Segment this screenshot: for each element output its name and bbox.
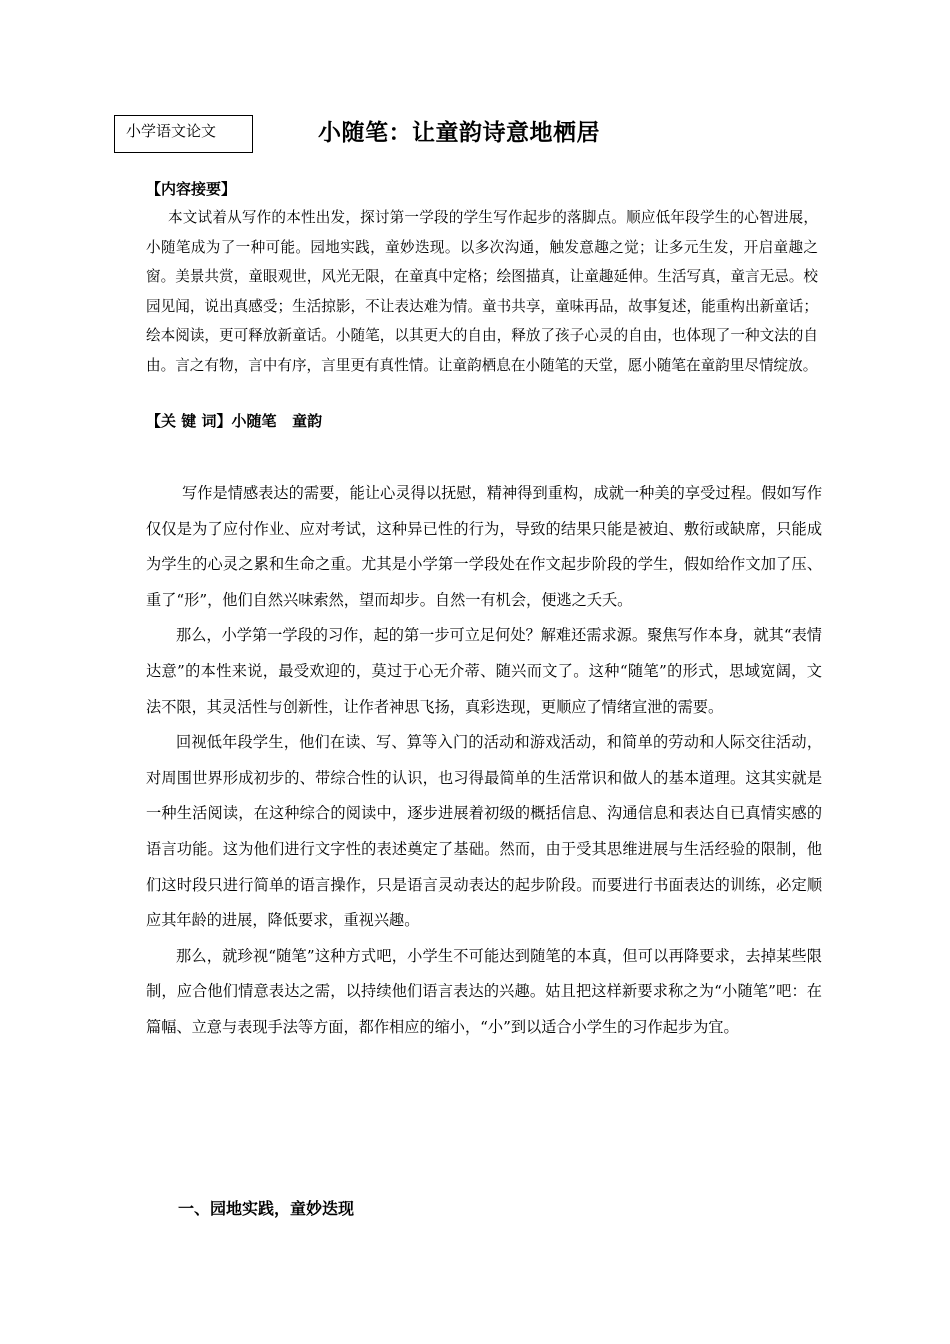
category-label: 小学语文论文 <box>126 122 217 140</box>
body-paragraph: 写作是情感表达的需要，能让心灵得以抚慰，精神得到重构，成就一种美的享受过程。假如写作仅仅是为了应付作业、应对考试，这种异已性的行为，导致的结果只能是被迫、敷衍或缺席，只能成为学生的心灵之累和生命之重。尤其是小学第一学段处在作文起步阶段的学生，假如给作文加了压、重了“形”，他们自然兴味索然，望而却步。自然一有机会，便逃之夭夭。 <box>146 484 822 609</box>
body-paragraph: 那么，就珍视“随笔”这种方式吧，小学生不可能达到随笔的本真，但可以再降要求，去掉某些限制，应合他们情意表达之需，以持续他们语言表达的兴趣。姑且把这样新要求称之为“小随笔”吧：在篇幅、立意与表现手法等方面，都作相应的缩小，“小”到以适合小学生的习作起步为宜。 <box>146 946 822 1036</box>
keywords-line: 【关 键 词】小随笔 童韵 <box>146 412 323 430</box>
section-heading: 一、园地实践，童妙迭现 <box>178 1199 355 1218</box>
body-paragraph: 那么，小学第一学段的习作，起的第一步可立足何处？解难还需求源。聚焦写作本身，就其“表情达意”的本性来说，最受欢迎的，莫过于心无介蒂、随兴而文了。这种“随笔”的形式，思域宽阔，文法不限，其灵活性与创新性，让作者神思飞扬，真彩迭现，更顺应了情绪宣泄的需要。 <box>146 626 822 716</box>
body-text <box>146 476 822 1046</box>
category-label-box <box>114 115 253 153</box>
page-title: 小随笔：让童韵诗意地栖居 <box>318 120 600 146</box>
body-paragraph: 回视低年段学生，他们在读、写、算等入门的活动和游戏活动，和简单的劳动和人际交往活动，对周围世界形成初步的、带综合性的认识，也习得最简单的生活常识和做人的基本道理。这其实就是一种生活阅读，在这种综合的阅读中，逐步进展着初级的概括信息、沟通信息和表达自已真情实感的语言功能。这为他们进行文字性的表述奠定了基础。然而，由于受其思维进展与生活经验的限制，他们这时段只进行简单的语言操作，只是语言灵动表达的起步阶段。而要进行书面表达的训练，必定顺应其年龄的进展，降低要求，重视兴趣。 <box>146 733 822 930</box>
abstract-heading: 【内容接要】 <box>146 180 237 198</box>
abstract-text: 本文试着从写作的本性出发，探讨第一学段的学生写作起步的落脚点。顺应低年段学生的心智进展，小随笔成为了一种可能。园地实践，童妙迭现。以多次沟通，触发意趣之觉；让多元生发，开启童趣之窗。美景共赏，童眼观世，风光无限，在童真中定格；绘图描真，让童趣延伸。生活写真，童言无忌。校园见闻，说出真感受；生活掠影，不让表达难为情。童书共享，童味再品，故事复述，能重构出新童话；绘本阅读，更可释放新童话。小随笔，以其更大的自由，释放了孩子心灵的自由，也体现了一种文法的自由。言之有物，言中有序，言里更有真性情。让童韵栖息在小随笔的天堂，愿小随笔在童韵里尽情绽放。 <box>146 209 818 374</box>
